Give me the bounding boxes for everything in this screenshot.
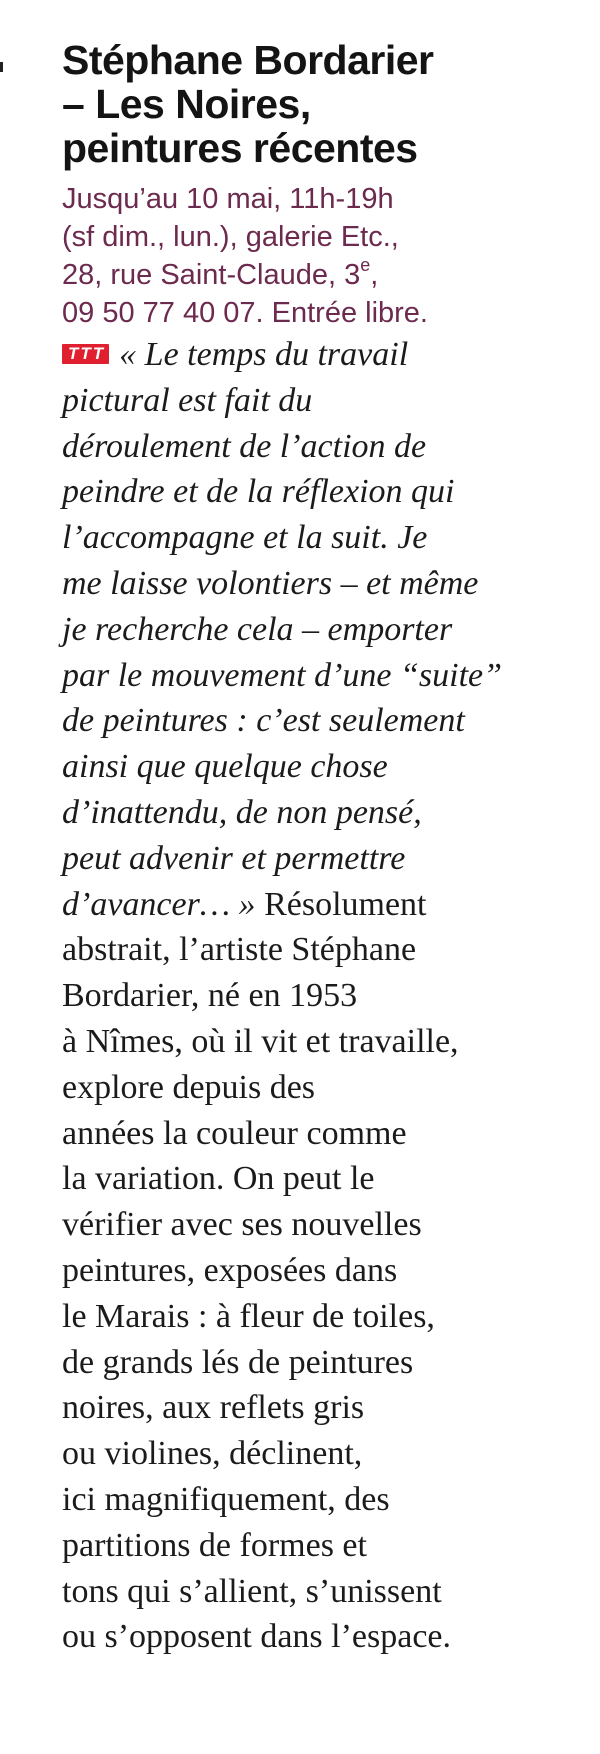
quote-line: de peintures : c’est seulement [62, 702, 465, 740]
exhibition-listing [62, 38, 592, 1660]
body-line: explore depuis des [62, 1068, 316, 1106]
quote-line: me laisse volontiers – et même [62, 564, 479, 602]
address-text: 28, rue Saint-Claude, 3 [62, 259, 361, 291]
body-line: partitions de formes et [62, 1526, 367, 1564]
info-closed-days-venue: (sf dim., lun.), galerie Etc., [62, 221, 399, 253]
body-line: le Marais : à fleur de toiles, [62, 1297, 435, 1335]
rating-badge: TTT [62, 344, 109, 364]
quote-line: d’inattendu, de non pensé, [62, 793, 422, 831]
column-edge-mark [0, 62, 3, 72]
body-line: de grands lés de peintures [62, 1343, 414, 1381]
body-line: vérifier avec ses nouvelles [62, 1206, 422, 1244]
body-line: ici magnifiquement, des [62, 1480, 390, 1518]
info-address [62, 256, 592, 294]
title-line: – Les Noires, [62, 81, 311, 127]
title-line: peintures récentes [62, 125, 418, 171]
listing-title [62, 38, 592, 170]
quote-line: pictural est fait du [62, 381, 313, 419]
body-line: la variation. On peut le [62, 1160, 375, 1198]
quote-text: « Le temps du travail [119, 336, 409, 373]
body-line: noires, aux reflets gris [62, 1389, 365, 1427]
quote-line: peut advenir et permettre [62, 839, 406, 877]
body-line: Bordarier, né en 1953 [62, 977, 358, 1015]
title-line: Stéphane Bordarier [62, 37, 434, 83]
quote-line: ainsi que quelque chose [62, 748, 388, 786]
quote-text: d’avancer… » [62, 885, 256, 923]
body-line: tons qui s’allient, s’unissent [62, 1572, 442, 1610]
quote-line: je recherche cela – emporter [62, 610, 453, 648]
arrondissement-suffix: e [360, 255, 371, 276]
body-line: années la couleur comme [62, 1114, 407, 1152]
body-line: peintures, exposées dans [62, 1251, 398, 1289]
body-line: à Nîmes, où il vit et travaille, [62, 1022, 459, 1060]
quote-end-line [62, 882, 592, 928]
quote-line: par le mouvement d’une “suite” [62, 656, 503, 694]
info-dates-hours: Jusqu’au 10 mai, 11h-19h [62, 183, 394, 215]
body-line: abstrait, l’artiste Stéphane [62, 931, 417, 969]
practical-info [62, 180, 592, 332]
quote-line: peindre et de la réflexion qui [62, 473, 455, 511]
address-end: , [370, 259, 379, 291]
review-text-start: Résolument [255, 885, 427, 923]
review-text [62, 332, 592, 1660]
quote-line: déroulement de l’action de [62, 427, 427, 465]
body-line: ou s’opposent dans l’espace. [62, 1618, 452, 1656]
quote-line [62, 332, 592, 378]
body-line: ou violines, déclinent, [62, 1435, 363, 1473]
info-phone-entry: 09 50 77 40 07. Entrée libre. [62, 297, 428, 329]
quote-line: l’accompagne et la suit. Je [62, 519, 428, 557]
